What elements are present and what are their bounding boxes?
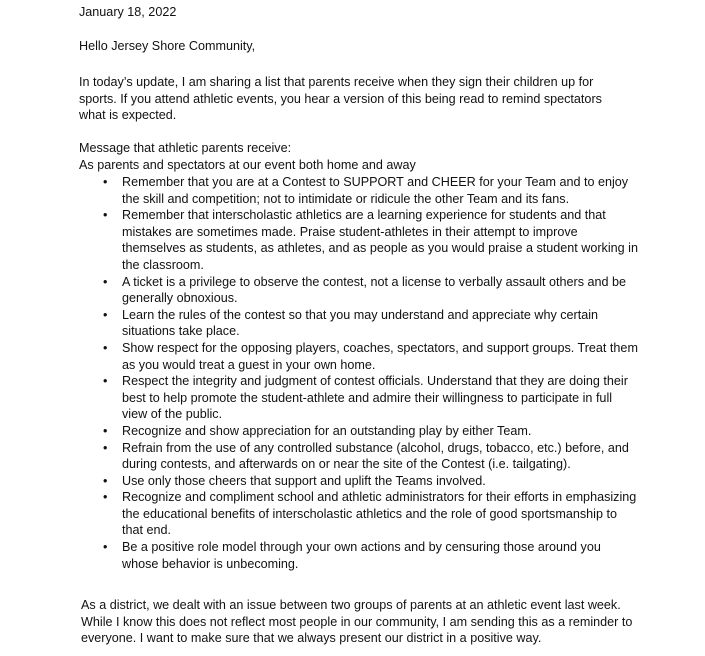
bullet-icon: • xyxy=(103,274,108,289)
list-item xyxy=(79,340,639,373)
list-item-text: Respect the integrity and judgment of contest officials. Understand that they are doing their best to help promote the student-athlete and admire their willingness to participate in full view of the public. xyxy=(122,374,628,422)
bullet-icon: • xyxy=(103,374,108,389)
bullet-icon: • xyxy=(103,423,108,438)
list-item-text: Be a positive role model through your own actions and by censuring those around you whose behavior is unbecoming. xyxy=(122,540,601,571)
bullet-icon: • xyxy=(103,340,108,355)
closing-paragraph: As a district, we dealt with an issue between two groups of parents at an athletic event last week. While I know this does not reflect most people in our community, I am sending this as a reminder to everyone. I want to make sure that we always present our district in a positive way. xyxy=(81,598,633,646)
list-item xyxy=(79,539,639,572)
list-item xyxy=(79,207,639,273)
bullet-icon: • xyxy=(103,473,108,488)
list-item xyxy=(79,473,639,490)
list-item-text: A ticket is a privilege to observe the contest, not a license to verbally assault others and be generally obnoxious. xyxy=(122,274,627,306)
bullet-icon: • xyxy=(103,440,108,455)
list-item-text: Use only those cheers that support and uplift the Teams involved. xyxy=(122,473,486,488)
bullet-icon: • xyxy=(103,490,108,505)
bullet-icon: • xyxy=(103,208,108,223)
letter-greeting: Hello Jersey Shore Community, xyxy=(79,39,256,53)
bullet-icon: • xyxy=(103,175,108,189)
list-item-text: Remember that interscholastic athletics are a learning experience for students and that mistakes are sometimes made. Praise student-athletes in their attempt to improve themselves as students, as athletes, and as people as you would praise a student working in the classroom. xyxy=(122,208,638,272)
list-item-text: Refrain from the use of any controlled substance (alcohol, drugs, tobacco, etc.) before, and during contests, and afterwards on or near the site of the Contest (i.e. tailgating). xyxy=(122,440,629,472)
list-item-text: Show respect for the opposing players, coaches, spectators, and support groups. Treat them as you would treat a guest in your own home. xyxy=(122,340,638,372)
list-item-text: Learn the rules of the contest so that you may understand and appreciate why certain situations take place. xyxy=(122,307,599,339)
list-item xyxy=(79,373,639,423)
message-heading: Message that athletic parents receive: xyxy=(79,141,292,155)
list-item xyxy=(79,489,639,539)
list-item-text: Recognize and compliment school and athletic administrators for their efforts in emphasizing the educational benefits of interscholastic athletics and the role of good sportsmanship to that end. xyxy=(122,490,637,538)
bullet-icon: • xyxy=(103,307,108,322)
list-item xyxy=(79,423,639,440)
list-item xyxy=(79,274,639,307)
spectator-guidelines-list xyxy=(79,174,639,572)
list-item-text: Remember that you are at a Contest to SUPPORT and CHEER for your Team and to enjoy the skill and competition; not to intimidate or ridicule the other Team and its fans. xyxy=(122,175,629,206)
bullet-icon: • xyxy=(103,540,108,555)
list-item-text: Recognize and show appreciation for an outstanding play by either Team. xyxy=(122,423,532,438)
list-item xyxy=(79,440,639,473)
intro-paragraph: In today’s update, I am sharing a list that parents receive when they sign their children up for sports. If you attend athletic events, you hear a version of this being read to remind spectators what is expected. xyxy=(79,75,602,123)
letter-date: January 18, 2022 xyxy=(79,5,177,19)
list-item xyxy=(79,174,639,207)
list-item xyxy=(79,307,639,340)
message-subheading: As parents and spectators at our event both home and away xyxy=(79,158,416,172)
